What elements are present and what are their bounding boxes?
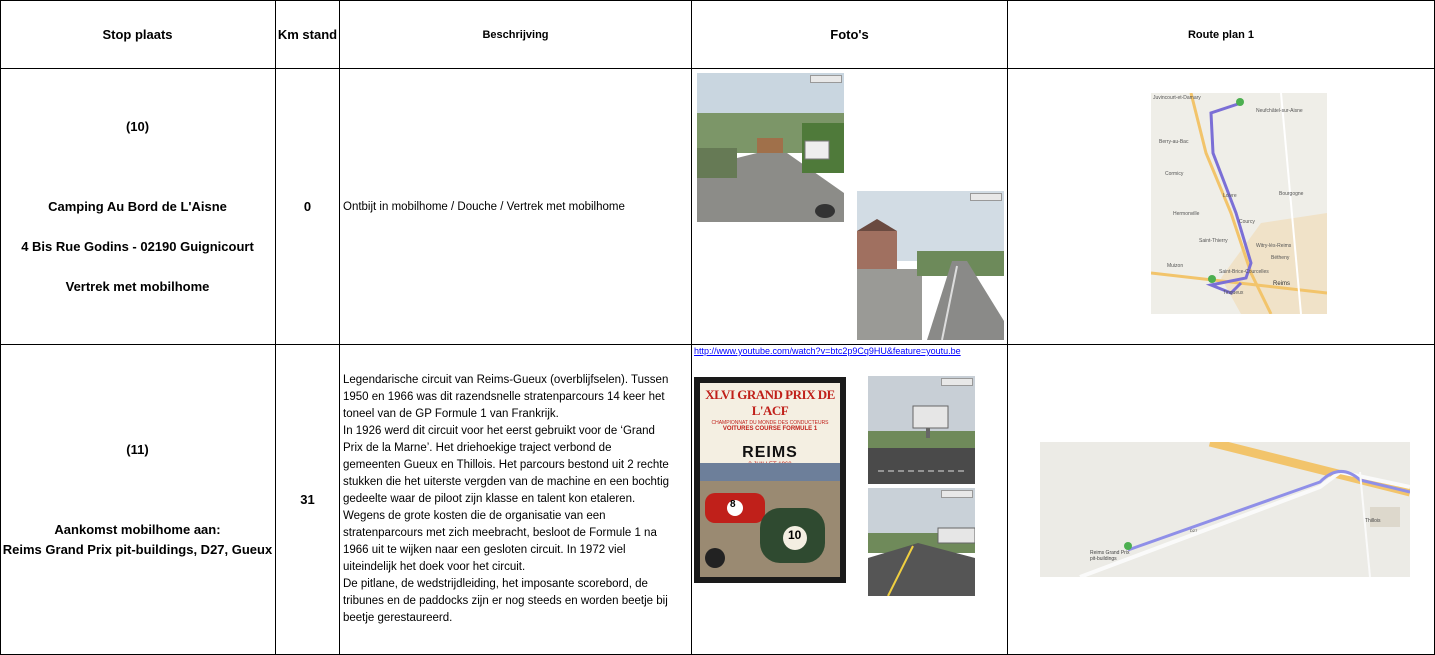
map-label: Bétheny [1271, 255, 1290, 261]
stop-number: (10) [125, 119, 150, 134]
km-value: 0 [303, 199, 312, 214]
description-line: In 1926 werd dit circuit voor het eerst gebruikt voor de ‘Grand [343, 425, 655, 437]
map-label: Saint-Thierry [1199, 238, 1228, 244]
map-label: Cormicy [1165, 171, 1184, 177]
street-view-photo [857, 191, 1004, 340]
map-label: Loivre [1223, 193, 1237, 199]
stop-address: Reims Grand Prix pit-buildings, D27, Gueux [2, 542, 273, 557]
description-line: 1950 en 1966 was dit razendsnelle stratenparcours 14 keer het [343, 391, 665, 403]
map-label: Courcy [1239, 219, 1255, 225]
header-description: Beschrijving [482, 28, 549, 41]
map-label: Neufchâtel-sur-Aisne [1256, 108, 1303, 114]
description-line: tribunes en de paddocks zijn er nog steeds en worden beetje bij [343, 595, 668, 607]
grand-prix-poster [694, 377, 846, 583]
stop-cell-11 [0, 345, 275, 654]
header-photos: Foto's [830, 27, 869, 42]
route-map [1151, 93, 1327, 314]
description-line: Wegens de grote kosten die de organisatie van een [343, 510, 606, 522]
map-label: Saint-Brice-Courcelles [1219, 269, 1269, 275]
description-text [340, 372, 691, 627]
street-view-photo [697, 73, 844, 222]
street-view-photo [868, 376, 975, 484]
map-label: Tinqueux [1223, 290, 1244, 296]
header-route: Route plan 1 [1187, 28, 1254, 41]
stop-address: 4 Bis Rue Godins - 02190 Guignicourt [21, 239, 254, 254]
description-line: Prix de la Marne’. Het driehoekige traject verbond de [343, 442, 612, 454]
description-line: 1966 uit te wijken naar een gesloten circuit. In 1972 viel [343, 544, 626, 556]
map-label: Muizon [1167, 263, 1184, 269]
poster-subtitle: VOITURES COURSE FORMULE 1 [722, 426, 818, 432]
stop-number: (11) [126, 442, 149, 457]
map-label: Hermonville [1173, 211, 1200, 217]
stop-cell-10 [0, 69, 275, 344]
map-label: Reims Grand Prix pit-buildings [1090, 550, 1130, 562]
description-line: beetje gerestaureerd. [343, 612, 453, 624]
map-label: D27 [1190, 528, 1198, 533]
description-line: stukken die het uiterste vergden van de machine en een bochtig [343, 476, 670, 488]
map-label: Thillois [1365, 518, 1381, 524]
stop-note: Vertrek met mobilhome [65, 279, 210, 294]
header-stop: Stop plaats [102, 27, 173, 42]
stop-place: Aankomst mobilhome aan: [54, 522, 221, 537]
header-km: Km stand [277, 27, 338, 42]
description-text: Ontbijt in mobilhome / Douche / Vertrek met mobilhome [343, 201, 625, 213]
description-line: De pitlane, de wedstrijdleiding, het imposante scorebord, de [343, 578, 648, 590]
poster-city: REIMS [742, 444, 798, 461]
poster-title: XLVI GRAND PRIX DE L'ACF [705, 387, 835, 418]
map-label: Bourgogne [1279, 191, 1304, 197]
poster-car-number: 10 [788, 528, 802, 542]
stop-place: Camping Au Bord de L'Aisne [48, 199, 227, 214]
description-line: toneel van de GP Formule 1 van Frankrijk. [343, 408, 559, 420]
poster-subtitle: CHAMPIONNAT DU MONDE DES CONDUCTEURS [711, 420, 829, 426]
youtube-link[interactable]: http://www.youtube.com/watch?v=btc2p9Cq9HU&feature=youtu.be [694, 346, 961, 356]
map-label: Juvincourt-et-Damary [1153, 95, 1201, 101]
description-line: gedeelte waar de piloot zijn klasse en talent kon etaleren. [343, 493, 636, 505]
poster-car-number: 8 [730, 499, 736, 510]
description-line: gemeenten Gueux en Thillois. Het parcours bestond uit 2 rechte [343, 459, 669, 471]
km-value: 31 [300, 492, 315, 507]
street-view-photo [868, 488, 975, 596]
map-label: Berry-au-Bac [1159, 139, 1189, 145]
description-line: Legendarische circuit van Reims-Gueux (overblijfselen). Tussen [343, 374, 669, 386]
map-label: Reims [1273, 281, 1291, 287]
description-line: stratenparcours met zich meebracht, besloot de Formule 1 na [343, 527, 657, 539]
map-label: Witry-lès-Reims [1256, 243, 1292, 249]
route-map [1040, 442, 1410, 577]
description-line: uiteindelijk het doek voor het circuit. [343, 561, 526, 573]
